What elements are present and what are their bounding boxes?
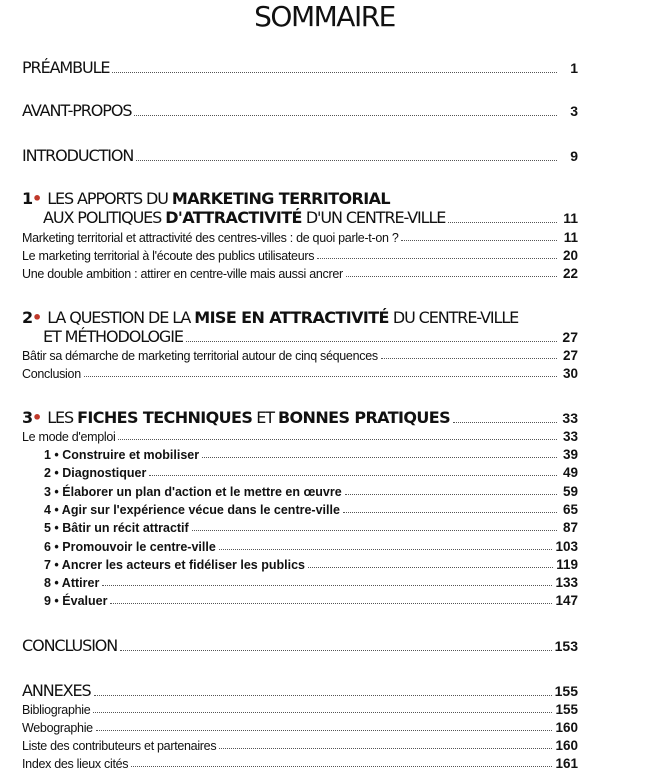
leader-dots bbox=[118, 439, 557, 440]
toc-entry-page: 11 bbox=[563, 210, 578, 226]
toc-entry-label: Une double ambition : attirer en centre-ville mais aussi ancrer bbox=[22, 267, 343, 281]
leader-dots bbox=[110, 603, 552, 604]
leader-dots bbox=[202, 457, 557, 458]
toc-entry-fiche-3[interactable] bbox=[22, 484, 578, 499]
toc-entry-label: 3 • Élaborer un plan d'action et le mettre en œuvre bbox=[44, 485, 342, 499]
toc-entry-fiche-7[interactable] bbox=[22, 557, 578, 572]
leader-dots bbox=[102, 585, 552, 586]
heading-text: ET bbox=[252, 408, 278, 427]
toc-entry-label: Le marketing territorial à l'écoute des publics utilisateurs bbox=[22, 249, 315, 263]
toc-entry-section1-item3[interactable] bbox=[22, 266, 578, 281]
toc-entry-label: 5 • Bâtir un récit attractif bbox=[44, 521, 189, 535]
heading-text: LES APPORTS DU bbox=[47, 189, 172, 208]
leader-dots bbox=[346, 276, 557, 277]
toc-entry-page: 155 bbox=[554, 683, 578, 699]
bullet-icon: • bbox=[32, 189, 42, 208]
toc-entry-page: 133 bbox=[555, 575, 578, 590]
toc-entry-fiche-5[interactable] bbox=[22, 520, 578, 535]
toc-entry-label: Webographie bbox=[22, 721, 93, 735]
toc-entry-page: 27 bbox=[562, 348, 578, 363]
leader-dots bbox=[192, 530, 557, 531]
toc-entry-fiche-9[interactable] bbox=[22, 593, 578, 608]
toc-entry-label: 8 • Attirer bbox=[44, 576, 100, 590]
toc-entry-page: 160 bbox=[555, 720, 578, 735]
toc-entry-label: 9 • Évaluer bbox=[44, 594, 108, 608]
toc-entry-label: Conclusion bbox=[22, 367, 81, 381]
toc-entry-section1-item1[interactable] bbox=[22, 230, 578, 245]
heading-text: D'UN CENTRE-VILLE bbox=[301, 208, 446, 227]
page-title: SOMMAIRE bbox=[254, 0, 395, 33]
toc-entry-label: CONCLUSION bbox=[22, 636, 118, 655]
toc-entry-fiche-1[interactable] bbox=[22, 447, 578, 462]
section-number: 2 bbox=[22, 308, 33, 327]
leader-dots bbox=[308, 567, 553, 568]
toc-entry-page: 30 bbox=[562, 366, 578, 381]
toc-entry-page: 20 bbox=[562, 248, 578, 263]
toc-entry-contributeurs[interactable] bbox=[22, 738, 578, 753]
leader-dots bbox=[134, 115, 557, 116]
toc-entry-label: 1 • Construire et mobiliser bbox=[44, 448, 200, 462]
toc-entry-page: 87 bbox=[562, 520, 578, 535]
toc-entry-webographie[interactable] bbox=[22, 720, 578, 735]
toc-entry-page: 147 bbox=[555, 593, 578, 608]
heading-line1 bbox=[22, 408, 450, 427]
toc-entry-label: 4 • Agir sur l'expérience vécue dans le centre-ville bbox=[44, 503, 340, 517]
toc-entry-avant-propos[interactable] bbox=[22, 101, 578, 120]
toc-entry-mode-emploi[interactable] bbox=[22, 429, 578, 444]
toc-entry-bibliographie[interactable] bbox=[22, 702, 578, 717]
section-3-heading[interactable] bbox=[22, 408, 578, 427]
leader-dots bbox=[343, 512, 557, 513]
toc-entry-page: 27 bbox=[562, 329, 578, 345]
toc-entry-page: 153 bbox=[554, 638, 578, 654]
toc-entry-introduction[interactable] bbox=[22, 146, 578, 165]
toc-entry-page: 1 bbox=[570, 60, 578, 76]
toc-entry-label: 2 • Diagnostiquer bbox=[44, 466, 147, 480]
toc-entry-fiche-2[interactable] bbox=[22, 465, 578, 480]
leader-dots bbox=[453, 422, 557, 423]
toc-entry-page: 65 bbox=[562, 502, 578, 517]
toc-entry-label: Liste des contributeurs et partenaires bbox=[22, 739, 217, 753]
toc-entry-annexes[interactable] bbox=[22, 681, 578, 700]
leader-dots bbox=[136, 160, 557, 161]
leader-dots bbox=[401, 240, 557, 241]
heading-text: LES bbox=[47, 408, 78, 427]
section-1-heading-line2[interactable] bbox=[22, 208, 578, 227]
toc-entry-page: 33 bbox=[562, 410, 578, 426]
leader-dots bbox=[219, 549, 553, 550]
toc-entry-section2-item1[interactable] bbox=[22, 348, 578, 363]
toc-entry-conclusion[interactable] bbox=[22, 636, 578, 655]
toc-entry-page: 119 bbox=[556, 557, 578, 572]
leader-dots bbox=[149, 475, 557, 476]
toc-entry-page: 22 bbox=[562, 266, 578, 281]
leader-dots bbox=[317, 258, 557, 259]
toc-entry-fiche-4[interactable] bbox=[22, 502, 578, 517]
toc-entry-section1-item2[interactable] bbox=[22, 248, 578, 263]
leader-dots bbox=[112, 72, 557, 73]
toc-entry-label: Index des lieux cités bbox=[22, 757, 129, 771]
toc-entry-page: 3 bbox=[570, 103, 578, 119]
leader-dots bbox=[448, 222, 557, 223]
section-2-heading-line1[interactable] bbox=[22, 309, 518, 327]
heading-text: DU CENTRE-VILLE bbox=[388, 308, 519, 327]
heading-line2 bbox=[22, 208, 445, 227]
toc-entry-index-lieux[interactable] bbox=[22, 756, 578, 771]
toc-entry-fiche-6[interactable] bbox=[22, 539, 578, 554]
toc-entry-label: ANNEXES bbox=[22, 681, 91, 700]
heading-line2: ET MÉTHODOLOGIE bbox=[43, 327, 183, 346]
bullet-icon: • bbox=[32, 308, 42, 327]
toc-entry-section2-item2[interactable] bbox=[22, 366, 578, 381]
toc-entry-page: 155 bbox=[555, 702, 578, 717]
section-2-heading-line2[interactable] bbox=[22, 327, 578, 346]
heading-strong-text: D'ATTRACTIVITÉ bbox=[165, 208, 302, 227]
toc-entry-label: AVANT-PROPOS bbox=[22, 101, 132, 120]
heading-strong-text: MISE EN ATTRACTIVITÉ bbox=[194, 308, 389, 327]
leader-dots bbox=[219, 748, 552, 749]
toc-entry-fiche-8[interactable] bbox=[22, 575, 578, 590]
heading-text: LA QUESTION DE LA bbox=[47, 308, 195, 327]
toc-entry-label: PRÉAMBULE bbox=[22, 58, 110, 77]
toc-entry-label: Bâtir sa démarche de marketing territorial autour de cinq séquences bbox=[22, 349, 378, 363]
toc-entry-label: Le mode d'emploi bbox=[22, 430, 116, 444]
leader-dots bbox=[186, 341, 557, 342]
toc-entry-page: 59 bbox=[562, 484, 578, 499]
leader-dots bbox=[131, 766, 552, 767]
toc-entry-page: 33 bbox=[562, 429, 578, 444]
toc-entry-label: Marketing territorial et attractivité des centres-villes : de quoi parle-t-on ? bbox=[22, 231, 399, 245]
toc-entry-label: 6 • Promouvoir le centre-ville bbox=[44, 540, 216, 554]
bullet-icon: • bbox=[32, 408, 42, 427]
heading-text: AUX POLITIQUES bbox=[43, 208, 166, 227]
leader-dots bbox=[93, 712, 552, 713]
section-number: 3 bbox=[22, 408, 33, 427]
leader-dots bbox=[84, 376, 557, 377]
toc-entry-page: 161 bbox=[555, 756, 578, 771]
toc-entry-page: 9 bbox=[570, 148, 578, 164]
toc-entry-label: Bibliographie bbox=[22, 703, 91, 717]
section-number: 1 bbox=[22, 189, 33, 208]
toc-entry-page: 39 bbox=[562, 447, 578, 462]
toc-entry-page: 103 bbox=[555, 539, 578, 554]
leader-dots bbox=[345, 494, 557, 495]
leader-dots bbox=[96, 730, 553, 731]
toc-entry-page: 11 bbox=[563, 230, 578, 245]
toc-entry-label: 7 • Ancrer les acteurs et fidéliser les publics bbox=[44, 558, 305, 572]
leader-dots bbox=[381, 358, 557, 359]
heading-strong-text: FICHES TECHNIQUES bbox=[77, 408, 253, 427]
leader-dots bbox=[94, 695, 552, 696]
toc-entry-page: 160 bbox=[555, 738, 578, 753]
toc-entry-label: INTRODUCTION bbox=[22, 146, 134, 165]
section-1-heading-line1[interactable] bbox=[22, 190, 390, 208]
heading-strong-text: MARKETING TERRITORIAL bbox=[171, 189, 391, 208]
toc-entry-page: 49 bbox=[562, 465, 578, 480]
toc-entry-preambule[interactable] bbox=[22, 58, 578, 77]
heading-strong-text: BONNES PRATIQUES bbox=[277, 408, 451, 427]
leader-dots bbox=[120, 650, 551, 651]
